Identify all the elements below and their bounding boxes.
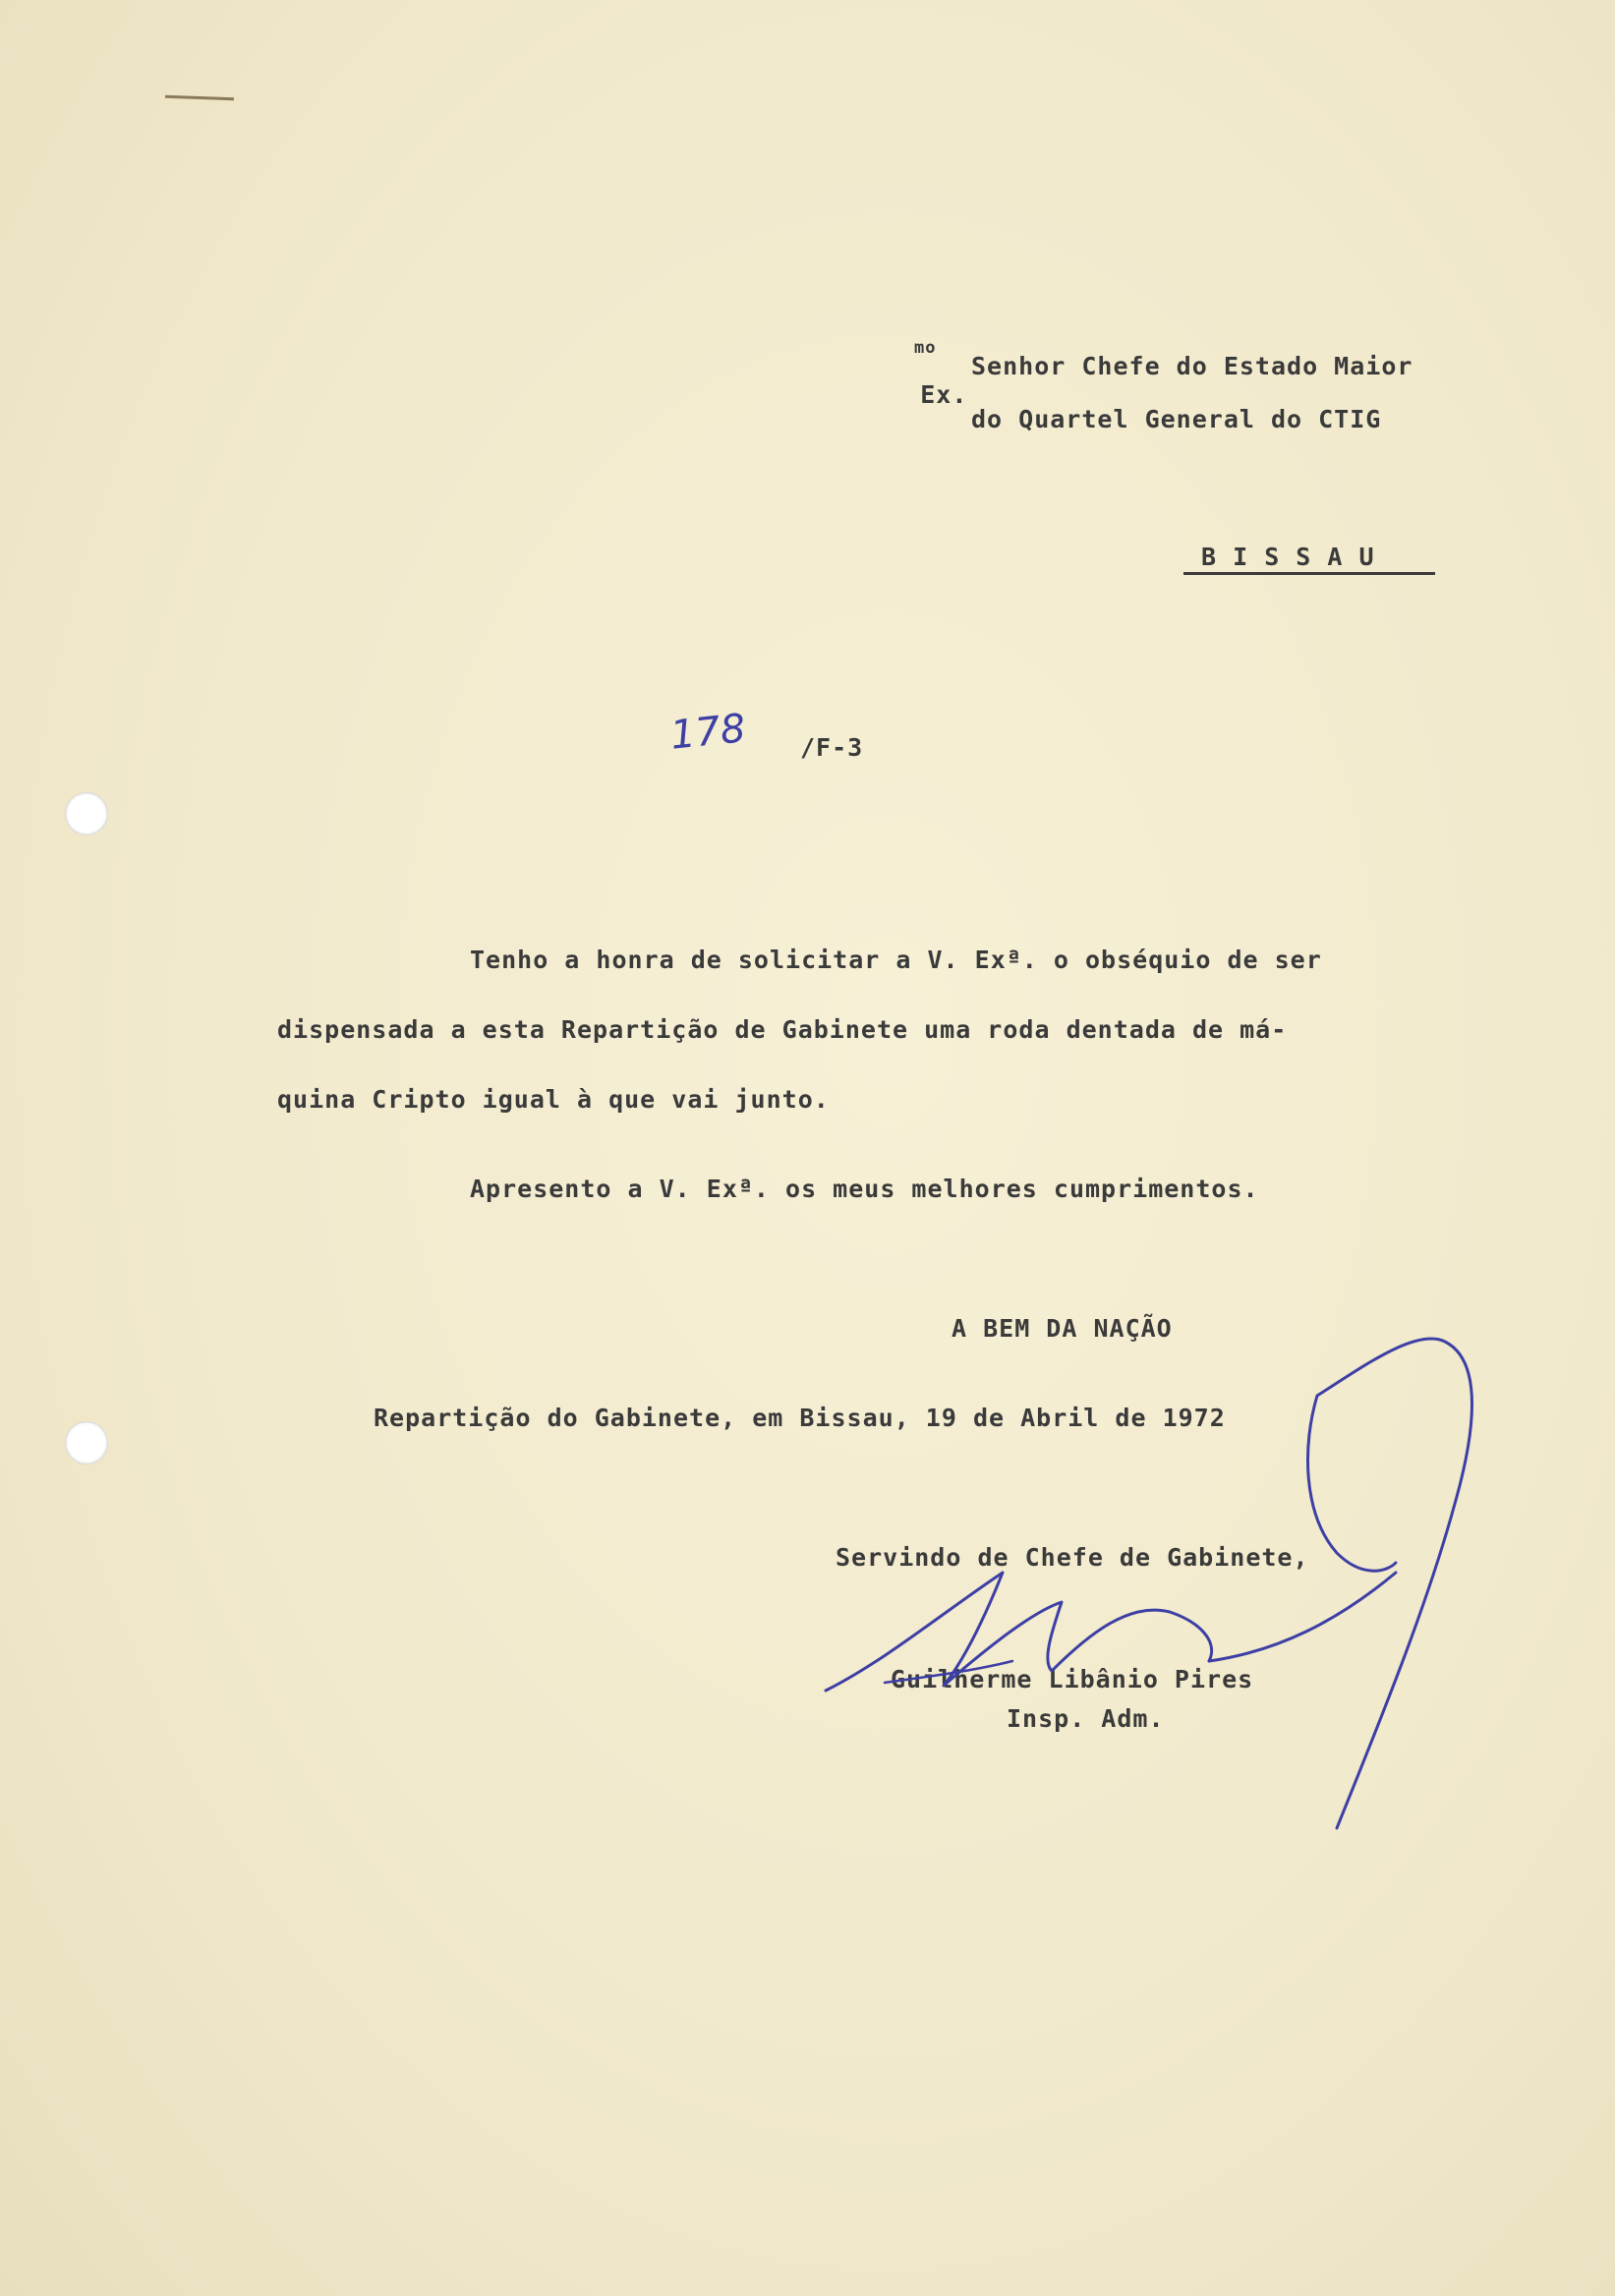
reference-suffix: /F-3	[800, 733, 864, 762]
body-paragraph-2: Apresento a V. Exª. os meus melhores cumprimentos.	[470, 1175, 1259, 1203]
addressee-salutation: Ex. mo	[914, 338, 968, 409]
addressee-city: B I S S A U	[1201, 543, 1375, 571]
signatory-title: Insp. Adm.	[1007, 1704, 1165, 1733]
body-paragraph-1-line-1: Tenho a honra de solicitar a V. Exª. o obséquio de ser	[470, 946, 1322, 974]
handwritten-reference-number: 178	[667, 706, 748, 759]
place-and-date: Repartição do Gabinete, em Bissau, 19 de Abril de 1972	[374, 1404, 1226, 1432]
signatory-role: Servindo de Chefe de Gabinete,	[836, 1543, 1309, 1572]
signatory-name: Guilherme Libânio Pires	[891, 1665, 1254, 1693]
addressee-line-2: do Quartel General do CTIG	[971, 405, 1382, 433]
body-paragraph-1-line-3: quina Cripto igual à que vai junto.	[277, 1085, 830, 1114]
body-paragraph-1-line-2: dispensada a esta Repartição de Gabinete uma roda dentada de má-	[277, 1015, 1288, 1044]
addressee-line-1: Senhor Chefe do Estado Maior	[971, 352, 1413, 380]
closing-motto: A BEM DA NAÇÃO	[952, 1314, 1173, 1343]
